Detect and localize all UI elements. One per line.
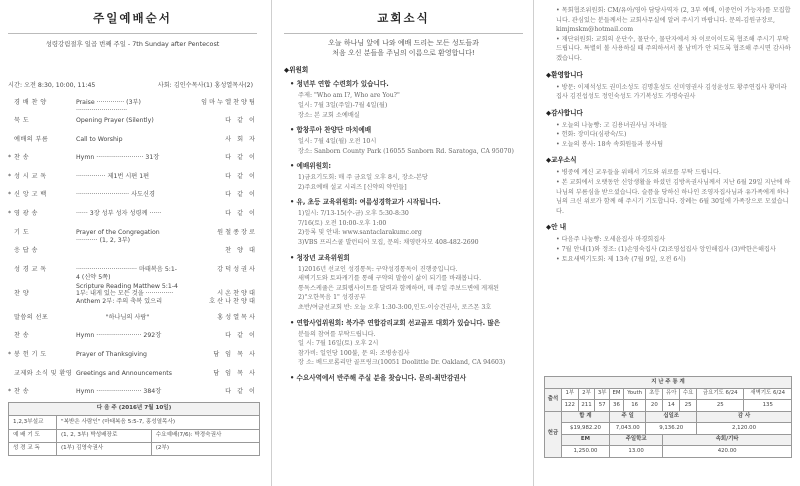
offering-values2-row: [545, 446, 792, 458]
order-item-detail: [76, 154, 179, 162]
member-news-item: • 본 교회에서 오랫동안 신앙생활을 하셨던 김방옥권사님께서 지난 6월 29일 지난에 하나님의 부름심을 받으셨습니다. 슬픔을 당하신 하나인 조영자집사님과 유가족에게 하나님의 크신 위로가 함께 해 주시기 기도합니다. 장례는 6월 30일에 가족장으로 모셨습니다.: [556, 178, 791, 215]
order-item-detail-line: 1부: 내게 있는 모든 것을 ··············: [76, 289, 174, 297]
attendance-value: 122: [561, 400, 578, 412]
news-heading: ◆교우소식: [546, 156, 577, 165]
order-item-leader: [179, 351, 257, 359]
order-item-label: 봉 헌 기 도: [14, 351, 47, 359]
worship-order-row: [8, 154, 257, 173]
guide-item: • 토요새벽기도회: 제 13속 (7월 9일, 오전 6시): [556, 255, 686, 263]
worship-order-row: [8, 99, 257, 118]
order-item-detail: [76, 388, 179, 396]
standing-mark: *: [8, 172, 12, 180]
welcome-intro: [284, 38, 523, 59]
offering-head: 주 일: [610, 411, 646, 423]
committee-news-list: [284, 80, 523, 382]
worship-order-row: [8, 266, 257, 290]
mission-notice: • 목회협조위원회: CM/유아/영아 담당사역자 (2, 3부 예배, 이중언어 가능자)를 모집합니다. 관심있는 분들께서는 교회사무실에 알려 주시기 바랍니다. 문의-김원규장로, kimjmskm@hotmail.com: [556, 7, 791, 34]
standing-mark: *: [8, 388, 12, 396]
attendance-label: 유아: [663, 388, 680, 400]
news-item-line: 7/16(토) 오전 10:00-오후 1:00: [298, 219, 387, 227]
offering-head: 감 사: [697, 411, 792, 423]
order-item-leader: [179, 154, 257, 162]
worship-order-row: [8, 117, 257, 136]
order-item-leader: [179, 210, 257, 218]
news-item-line: 1)금요기도회: 매 주 금요일 오후 8시, 장소-본당: [298, 174, 428, 182]
news-item-heading: • 수요사역에서 반주해 주실 분을 찾습니다. 문의-최만감권사: [290, 373, 467, 382]
attendance-label: Youth: [623, 388, 645, 400]
committee-section-heading: ◆위원회: [284, 65, 309, 74]
attendance-label: 초등: [646, 388, 663, 400]
news-item-line: 통독스케쥴은 교회웹사이트를 달력과 함께하며, 매 주일 주보드변에 게재된: [298, 284, 500, 292]
next-row-value: (1부) 김영숙권사: [57, 442, 152, 455]
order-item-leader: [179, 191, 257, 199]
attendance-label: 2부: [578, 388, 595, 400]
order-item-detail-line: Hymn ························ 31장: [76, 154, 160, 162]
order-item-label: 영 광 송: [14, 210, 38, 218]
offering-value: 2,120.00: [697, 423, 792, 435]
order-item-detail-line: Prayer of Thanksgiving: [76, 351, 147, 359]
next-row-value: 수요예배(7/6): 박경숙권사: [151, 429, 259, 442]
attendance-value: 14: [663, 400, 680, 412]
order-item-label: 신 앙 고 백: [14, 191, 47, 199]
worship-order-row: [8, 370, 257, 389]
news-item-line: 새벽기도와 토파캐기를 통해 구약의 말씀이 삶이 되기를 바래봅니다.: [298, 275, 482, 283]
order-item-detail: [76, 99, 179, 116]
welcome-heading: ◆환영합니다: [546, 70, 583, 79]
worship-order-row: [8, 247, 257, 266]
order-item-detail-line: Greetings and Announcements: [76, 369, 172, 377]
order-item-leader: [179, 247, 257, 255]
service-times: 시간: 오전 8:30, 10:00, 11:45: [8, 82, 96, 90]
worship-order-row: [8, 332, 257, 351]
order-item-leader-name: 담 임 목 사: [213, 351, 257, 359]
order-item-leader: [179, 266, 257, 274]
thanks-item: • 오늘의 봉사: 18속 속회원들과 봉사팀: [556, 140, 664, 148]
worship-order-row: [8, 351, 257, 370]
worship-order-row: [8, 314, 257, 333]
order-item-leader-name: 사 회 자: [225, 135, 257, 143]
next-week-table: [8, 402, 260, 456]
order-item-label: 찬 송: [14, 154, 30, 162]
guide-item: • 7월 안내(1)와 정조: (1)손영숙집사 (2)조영섭집사 앙인해집사 (3)박한은해집사: [556, 245, 776, 253]
offering-head: 주일학교: [610, 434, 663, 446]
order-item-leader-name: 시온찬양대: [217, 289, 257, 297]
standing-mark: *: [8, 154, 12, 162]
next-row-value: (1, 2, 3부) 박성배장로: [57, 429, 152, 442]
worship-order-list: [8, 99, 257, 426]
offering-values-row: [545, 423, 792, 435]
order-item-detail-line: "하나님의 사람": [105, 313, 150, 321]
order-item-leader-name: 다 같 이: [225, 388, 257, 396]
order-item-detail: [76, 351, 179, 359]
order-item-detail: [76, 370, 179, 378]
news-item-line: 2)"오한목음 1" 성경공부: [298, 294, 366, 302]
attendance-label: 3부: [595, 388, 610, 400]
order-item-detail-line: Opening Prayer (Silently): [76, 117, 154, 125]
order-item-leader-name: 홍성열목사: [217, 313, 257, 321]
attendance-label: 수요: [680, 388, 697, 400]
order-item-detail-line: Hymn ······················· 292장: [76, 332, 162, 340]
order-item-leader-name: 찬 양 대: [225, 247, 257, 255]
order-item-leader: [179, 117, 257, 125]
order-item-leader-name: 다 같 이: [225, 154, 257, 162]
news-item-line: 장소: 본 교회 소예배실: [298, 111, 360, 119]
order-item-detail: [76, 210, 179, 218]
order-item-leader: [179, 99, 257, 107]
offering-side-label: 헌금: [545, 411, 562, 457]
attendance-value: 135: [744, 400, 792, 412]
order-item-detail: [76, 266, 179, 291]
order-item-leader: [179, 173, 257, 181]
order-item-label: 기 도: [14, 228, 30, 236]
order-item-leader-name: 담 임 목 사: [213, 369, 257, 377]
order-item-leader: [179, 136, 257, 144]
order-item-leader: [179, 370, 257, 378]
news-item-heading: • 합창루아 찬양단 마치예배: [290, 126, 372, 135]
news-item-line: 3)VBS 프리스쿨 발런티어 모집, 문의: 채영란자모 408-482-2690: [298, 239, 479, 247]
mission-notice: • 재단위원회: 교회의 운단수, 물단수, 물단자에서 차 이로이이도록 협조해 주시기 부탁드립니다. 특별히 볼 사용하실 때 주의하셔서 볼 남비가 안 되도록 협조해 주시면 감사하겠습니다.: [556, 35, 791, 63]
guide-item: • 다음주 나눔빵: 오세윤집사 마경희집사: [556, 236, 666, 244]
attendance-side-label: 출석: [545, 388, 562, 411]
offering-stats-table: [544, 376, 792, 458]
standing-mark: *: [8, 191, 12, 199]
standing-mark: *: [8, 210, 12, 218]
order-item-label: 말씀의 선포: [14, 313, 49, 321]
attendance-labels-row: [545, 388, 792, 400]
news-item-heading: • 청장년 교육위원회: [290, 253, 350, 262]
offering-value: 1,250.00: [561, 446, 609, 458]
welcome-text: • 방문: 이제석성도 권미소성도 김명훈성도 신미영권사 김성윤성도 황주연집사 황미라집사 김진섭성도 정인숙성도 가기복성도 가명숙권사: [556, 83, 787, 101]
attendance-value: 20: [646, 400, 663, 412]
next-row-label: 1,2,3부설교: [9, 416, 57, 429]
attendance-label: EM: [610, 388, 624, 400]
worship-order-row: [8, 290, 257, 314]
order-item-leader: [179, 314, 257, 322]
news-item-line: 일시: 7월 3일(주일)-7월 4일(월): [298, 101, 388, 109]
news-item-line: 초반/여글선교회 반: 오늘 오후 1:30-3:00,인도-이승건권사, 로즈몬 3호: [298, 304, 492, 311]
order-item-label: 경 배 찬 양: [14, 98, 47, 106]
order-item-leader-name: 원철종장로: [217, 228, 257, 236]
next-row-label: 성 경 교 독: [9, 442, 57, 455]
news-item-heading: • 예배위원회:: [290, 162, 331, 171]
order-item-leader-name: 다 같 이: [225, 191, 257, 199]
next-row-value: "복받은 사람인" (마태복음 5:5-7, 홍성열목사): [57, 416, 260, 429]
worship-order-row: [8, 210, 257, 229]
order-item-label: 찬 송: [14, 332, 30, 340]
order-item-detail-line: ··························· 사도신경: [76, 191, 155, 199]
order-item-label: 성 시 교 독: [14, 172, 47, 180]
offering-head2-row: [545, 434, 792, 446]
news-item-heading: • 유, 초등 교육위원회: 여름성경학교가 시작됩니다.: [290, 198, 441, 207]
order-item-detail-line: Hymn ······················· 384장: [76, 388, 162, 396]
order-item-leader-name: 다 같 이: [225, 210, 257, 218]
order-item-label: 성 경 교 독: [14, 265, 47, 273]
order-item-leader: [179, 332, 257, 340]
welcome-intro-line: 처음 오신 분들을 주님의 이름으로 환영합니다!: [332, 49, 475, 58]
welcome-intro-line: 오늘 하나님 앞에 나와 예배 드리는 모든 성도들과: [328, 38, 479, 47]
order-item-label: 묵 도: [14, 117, 30, 125]
worship-order-row: [8, 173, 257, 192]
order-item-label: 찬 송: [14, 388, 30, 396]
order-item-leader-name: 임마누엘찬양팀: [201, 98, 257, 106]
offering-value: 9,136.20: [646, 423, 697, 435]
order-item-detail: [76, 332, 179, 340]
thanks-item: • 헌화: 장미다(심광숙/도): [556, 131, 627, 139]
member-news-item: • 병중에 계신 교우들을 위해서 기도와 위로를 부탁 드립니다.: [556, 169, 721, 177]
offering-value: 7,043.00: [610, 423, 646, 435]
order-item-detail: [76, 229, 179, 246]
offering-head: EM: [561, 434, 609, 446]
next-row-label: 예 배 기 도: [9, 429, 57, 442]
attendance-value: 57: [595, 400, 610, 412]
attendance-value: 211: [578, 400, 595, 412]
worship-order-column: [0, 0, 272, 486]
order-item-leader: [179, 290, 257, 307]
order-item-detail-line: ······ 3장 성부 성자 성령께 ······: [76, 210, 162, 218]
news-item-heading: • 청년부 연합 수련회가 있습니다.: [290, 80, 389, 89]
order-item-label: 예배의 부름: [14, 135, 49, 143]
order-item-leader: [179, 229, 257, 237]
order-item-detail-line: Praise ·············· (3부) ··························: [76, 98, 141, 114]
standing-mark: *: [8, 351, 12, 359]
next-row-value: (2부): [151, 442, 259, 455]
worship-order-row: [8, 229, 257, 248]
order-item-detail: [76, 290, 179, 307]
order-item-detail: [76, 191, 179, 199]
order-item-leader-name: 다 같 이: [225, 332, 257, 340]
news-item-line: 분들의 참여를 부탁드립니다.: [298, 330, 376, 338]
service-leader: 사회: 김인수목사(1) 홍성열목사(2): [157, 82, 253, 90]
offering-head: 합 계: [561, 411, 609, 423]
news-item-line: 참가비: 일인당 100불, 문 의: 조병송집사: [298, 349, 410, 357]
order-item-detail: [76, 117, 179, 125]
news-item-line: 2)주요예배 설교 시리즈 [신약의 약인들]: [298, 183, 407, 191]
order-item-leader-name: 다 같 이: [225, 172, 257, 180]
attendance-label: 새벽기도 6/24: [744, 388, 792, 400]
guide-heading: ◆안 내: [546, 223, 567, 232]
order-item-detail: [76, 136, 179, 144]
offering-head: 십일조: [646, 411, 697, 423]
thanks-heading: ◆감사합니다: [546, 108, 583, 117]
order-item-leader-name: 다 같 이: [225, 117, 257, 125]
order-item-detail-line: ··············· 제1번 시편 1편: [76, 172, 150, 180]
worship-time-row: [8, 82, 257, 90]
offering-head-row: [545, 411, 792, 423]
worship-order-row: [8, 136, 257, 155]
order-item-label: 응 답 송: [14, 247, 38, 255]
next-week-heading: 다 음 주 (2016년 7월 10일): [9, 403, 260, 416]
thanks-item: • 오늘의 나눔빵: 고 김용녀권사님 자녀들: [556, 121, 668, 129]
attendance-value: 25: [697, 400, 744, 412]
order-item-detail: [76, 173, 179, 181]
order-item-label: 교제와 소식 및 환영: [14, 369, 73, 377]
order-item-leader: [179, 388, 257, 396]
news-item-line: 주제: "Who am I?, Who are You?": [298, 92, 400, 100]
worship-subtitle: 성령강림절후 일곱 번째 주일 - 7th Sunday after Pentecost: [45, 39, 220, 48]
attendance-value: 16: [623, 400, 645, 412]
attendance-value: 36: [610, 400, 624, 412]
news-item-line: 일시: 7월 4일(월) 오전 10시: [298, 138, 377, 146]
order-item-label: 찬 양: [14, 289, 30, 297]
attendance-label: 1부: [561, 388, 578, 400]
news-item-line: 일 시: 7월 16일(토) 오후 2시: [298, 340, 379, 348]
order-item-detail-line: Anthem 2부: 주의 축복 있으리: [76, 298, 163, 306]
offering-head: 속회/기타: [663, 434, 792, 446]
offering-value: $19,982.20: [561, 423, 609, 435]
announcements-list: [546, 6, 792, 264]
order-item-leader-name: 강덕성권사: [217, 265, 257, 273]
offering-value: 420.00: [663, 446, 792, 458]
order-item-detail-line: Prayer of the Congregation ··········· (1, 2, 3부): [76, 228, 160, 245]
offering-value: 13.00: [610, 446, 663, 458]
news-item-line: 2)등록 및 안내: www.santaclarakumc.org: [298, 229, 422, 237]
order-item-detail-line: Scripture Reading Matthew 5:1-4: [76, 282, 178, 290]
news-item-line: 장소: Sanborn County Park (16055 Sanborn Rd. Saratoga, CA 95070): [298, 147, 514, 155]
order-item-detail-line: Call to Worship: [76, 135, 123, 143]
church-news-column: [272, 0, 534, 486]
news-item-line: 1)일시: 7/13-15(수-금) 오후 5:30-8:30: [298, 210, 409, 218]
news-item-heading: • 연합사업위원회: 북가주 연합감리교회 선교골프 대회가 있습니다. 많은: [290, 318, 501, 327]
attendance-label: 금요기도 6/24: [697, 388, 744, 400]
worship-order-title: 주일예배순서: [8, 6, 257, 34]
attendance-values-row: [545, 400, 792, 412]
order-item-leader-name: 호산나찬양대: [209, 298, 257, 306]
attendance-value: 25: [680, 400, 697, 412]
worship-order-row: [8, 191, 257, 210]
news-item-line: 장 소: 베드로롬리만 골프링크(10051 Doolittle Dr. Oakland, CA 94603): [298, 359, 506, 367]
stats-title: 지 난 주 통 계: [545, 377, 792, 389]
church-news-title: 교회소식: [284, 6, 523, 34]
order-item-detail-line: ······························· 마태복음 5:1-4 (신약 5쪽): [76, 265, 178, 282]
news-item-line: 1)2016년 선교인 성경통독: 구약성경통독이 진행중입니다.: [298, 265, 458, 273]
order-item-detail: [76, 314, 179, 322]
